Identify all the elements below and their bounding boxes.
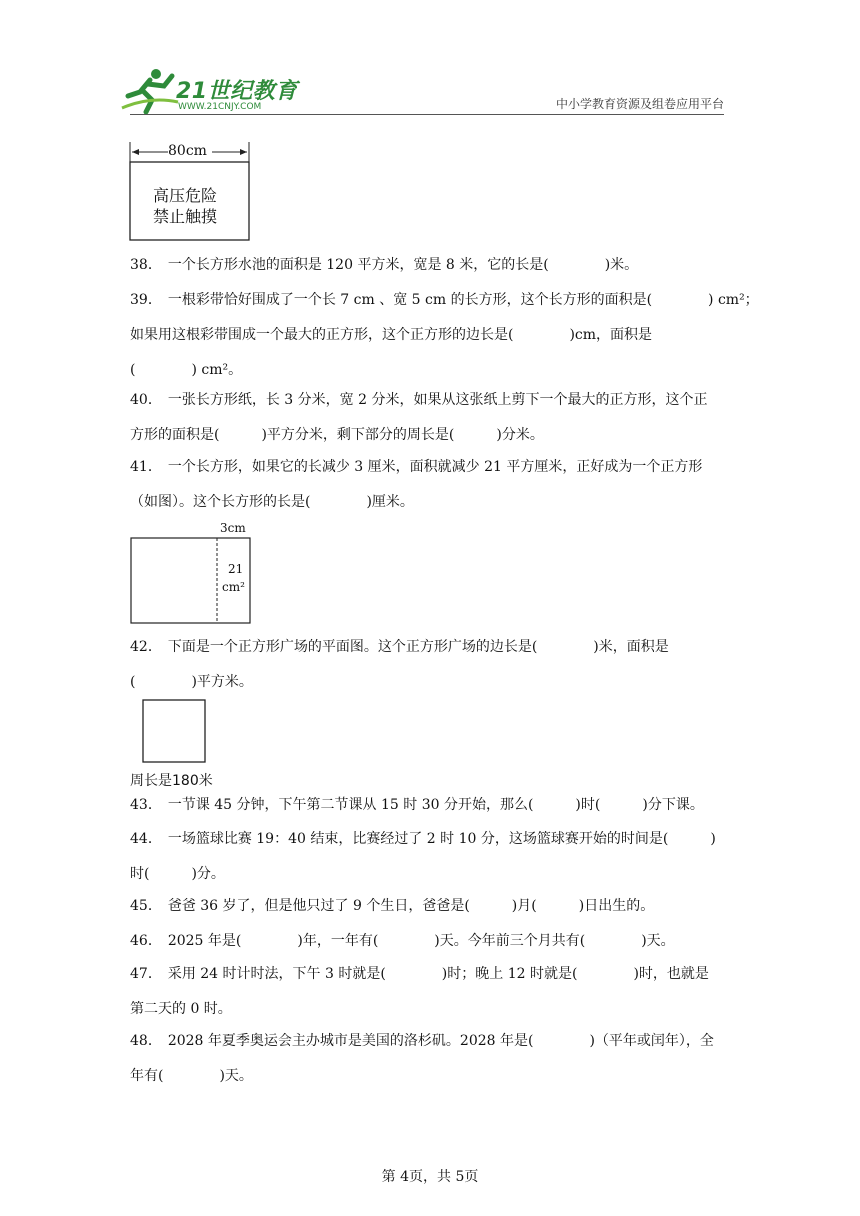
page-footer: 第 4页，共 5页 — [381, 1169, 479, 1185]
question-text: 2025 年是( )年，一年有( )天。今年前三个月共有( )天。 — [167, 933, 675, 949]
question-38 — [130, 248, 730, 283]
runner-logo-icon — [120, 66, 180, 116]
question-45 — [130, 889, 730, 924]
question-line — [130, 450, 730, 485]
question-line — [130, 1024, 730, 1059]
sign-text-line-2: 禁止触摸 — [153, 207, 218, 226]
rect-area-value: 21 — [228, 562, 244, 576]
logo-url: WWW.21CNJY.COM — [178, 102, 262, 112]
question-text: 一张长方形纸，长 3 分米，宽 2 分米，如果从这张纸上剪下一个最大的正方形，这个正 — [167, 392, 708, 408]
question-47 — [130, 957, 730, 1027]
question-46 — [130, 924, 730, 959]
question-text: 下面是一个正方形广场的平面图。这个正方形广场的边长是( )米，面积是 — [167, 639, 669, 655]
question-43 — [130, 788, 730, 823]
question-number: 47． — [130, 966, 162, 982]
question-41 — [130, 450, 730, 520]
question-text: 一场篮球比赛 19：40 结束，比赛经过了 2 时 10 分，这场篮球赛开始的时间是( ) — [167, 831, 716, 847]
logo — [120, 66, 300, 118]
question-line: 第二天的 0 时。 — [130, 1001, 232, 1017]
logo-text: 21世纪教育 — [176, 79, 298, 104]
question-number: 38． — [130, 257, 162, 273]
question-line — [130, 957, 730, 992]
question-text: 爸爸 36 岁了，但是他只过了 9 个生日，爸爸是( )月( )日出生的。 — [167, 898, 655, 914]
rectangle-figure — [130, 520, 254, 626]
sign-text-line-1: 高压危险 — [153, 186, 218, 205]
square-outline — [130, 698, 230, 768]
sign-width-label: 80cm — [168, 143, 207, 159]
question-line — [130, 383, 730, 418]
question-number: 39． — [130, 292, 162, 308]
question-line — [130, 924, 730, 959]
question-line — [130, 283, 759, 318]
question-42 — [130, 630, 730, 700]
question-48 — [130, 1024, 730, 1094]
question-line: 方形的面积是( )平方分米，剩下部分的周长是( )分米。 — [130, 427, 544, 443]
page-header — [0, 0, 860, 120]
question-line: 如果用这根彩带围成一个最大的正方形，这个正方形的边长是( )cm，面积是 — [130, 327, 653, 343]
question-line — [130, 822, 730, 857]
question-line — [130, 630, 730, 665]
question-40 — [130, 383, 730, 453]
question-number: 41． — [130, 459, 162, 475]
platform-label: 中小学教育资源及组卷应用平台 — [555, 97, 724, 111]
question-line: 时( )分。 — [130, 866, 225, 882]
question-text: 一节课 45 分钟，下午第二节课从 15 时 30 分开始，那么( )时( )分下课。 — [167, 797, 704, 813]
rect-area-unit: cm² — [222, 580, 245, 594]
square-caption: 周长是180米 — [130, 773, 213, 789]
question-text: 一个长方形，如果它的长减少 3 厘米，面积就减少 21 平方厘米，正好成为一个正方形 — [167, 459, 703, 475]
question-line — [130, 889, 730, 924]
question-number: 42． — [130, 639, 162, 655]
question-line: 年有( )天。 — [130, 1068, 253, 1084]
question-number: 46． — [130, 933, 162, 949]
question-line — [130, 788, 730, 823]
question-line: （如图）。这个长方形的长是( )厘米。 — [130, 494, 414, 510]
question-number: 40． — [130, 392, 162, 408]
question-number: 43． — [130, 797, 162, 813]
question-text: 2028 年夏季奥运会主办城市是美国的洛杉矶。2028 年是( )（平年或闰年），全 — [167, 1033, 714, 1049]
header-divider — [130, 114, 724, 115]
question-text: 采用 24 时计时法，下午 3 时就是( )时；晚上 12 时就是( )时，也就是 — [167, 966, 709, 982]
question-44 — [130, 822, 730, 892]
question-text: 一个长方形水池的面积是 120 平方米，宽是 8 米，它的长是( )米。 — [167, 257, 639, 273]
sign-figure — [128, 140, 252, 244]
rect-top-label: 3cm — [220, 521, 246, 535]
question-number: 48． — [130, 1033, 162, 1049]
square-figure — [130, 698, 230, 792]
question-line — [130, 248, 730, 283]
question-39 — [130, 283, 759, 388]
question-line: ( )平方米。 — [130, 674, 253, 690]
question-number: 44． — [130, 831, 162, 847]
question-text: 一根彩带恰好围成了一个长 7 cm 、宽 5 cm 的长方形，这个长方形的面积是( ) cm²； — [167, 292, 759, 308]
question-line: ( ) cm²。 — [130, 362, 243, 378]
question-number: 45． — [130, 898, 162, 914]
